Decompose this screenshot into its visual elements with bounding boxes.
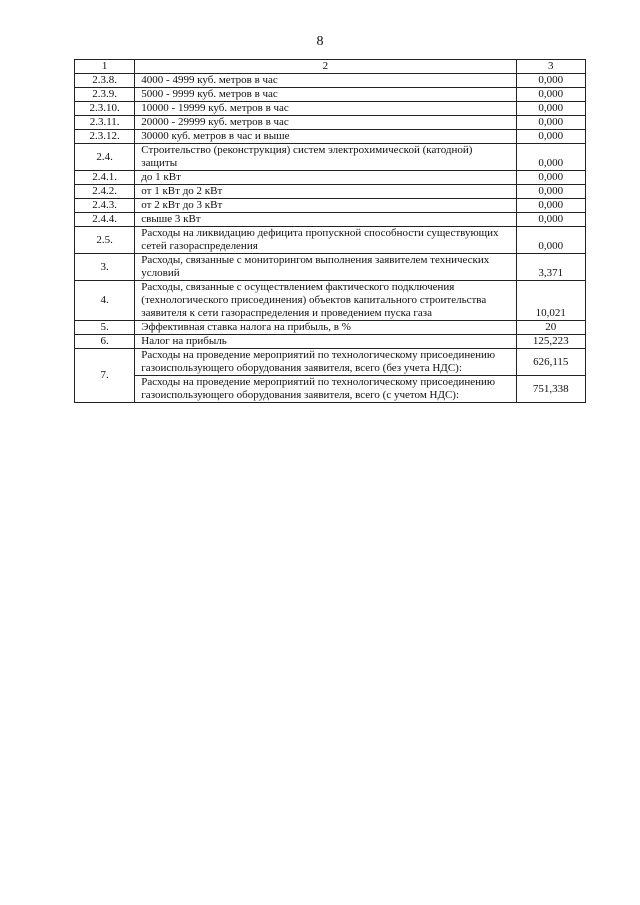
cell-desc: Расходы на проведение мероприятий по технологическому присоединению газоиспользующего оборудования заявителя, всего (без учета НДС):: [135, 349, 516, 376]
cost-table: [74, 59, 586, 403]
cell-num: 2.4.4.: [75, 213, 135, 227]
cell-desc: Эффективная ставка налога на прибыль, в %: [135, 321, 516, 335]
cell-desc: 20000 - 29999 куб. метров в час: [135, 116, 516, 130]
cell-num: 2.3.12.: [75, 130, 135, 144]
table-row: [75, 281, 586, 321]
table-row: [75, 116, 586, 130]
cell-desc: Налог на прибыль: [135, 335, 516, 349]
table-row: [75, 199, 586, 213]
table-row: [75, 74, 586, 88]
cell-val: 751,338: [516, 376, 586, 403]
cell-val: 0,000: [516, 116, 586, 130]
cell-desc: до 1 кВт: [135, 171, 516, 185]
cell-val: 0,000: [516, 185, 586, 199]
cell-val: 0,000: [516, 102, 586, 116]
cell-val: 0,000: [516, 213, 586, 227]
table-row: [75, 102, 586, 116]
cell-val: 0,000: [516, 74, 586, 88]
cell-val: 0,000: [516, 88, 586, 102]
cell-val: 0,000: [516, 199, 586, 213]
header-col-1: 1: [75, 60, 135, 74]
cell-num: 2.3.9.: [75, 88, 135, 102]
cell-desc: Строительство (реконструкция) систем электрохимической (катодной) защиты: [135, 144, 516, 171]
table-row: [75, 376, 586, 403]
table-row: [75, 321, 586, 335]
cell-num: 4.: [75, 281, 135, 321]
cell-desc: свыше 3 кВт: [135, 213, 516, 227]
cell-val: 0,000: [516, 171, 586, 185]
cell-num: 5.: [75, 321, 135, 335]
cell-desc: 4000 - 4999 куб. метров в час: [135, 74, 516, 88]
cell-num: 3.: [75, 254, 135, 281]
cell-val: 0,000: [516, 130, 586, 144]
cell-desc: 5000 - 9999 куб. метров в час: [135, 88, 516, 102]
cell-desc: 10000 - 19999 куб. метров в час: [135, 102, 516, 116]
cell-desc: Расходы на ликвидацию дефицита пропускной способности существующих сетей газораспределения: [135, 227, 516, 254]
cell-val: 125,223: [516, 335, 586, 349]
table-row: [75, 171, 586, 185]
cell-val: 626,115: [516, 349, 586, 376]
cell-num: 2.5.: [75, 227, 135, 254]
table-row: [75, 185, 586, 199]
cell-val: 0,000: [516, 144, 586, 171]
cell-desc: Расходы, связанные с осуществлением фактического подключения (технологического присоединения) объектов капитального строительства заявителя к сети газораспределения и проведением пуска газа: [135, 281, 516, 321]
table-row: [75, 144, 586, 171]
table-row: [75, 254, 586, 281]
cell-desc: Расходы на проведение мероприятий по технологическому присоединению газоиспользующего оборудования заявителя, всего (с учетом НДС):: [135, 376, 516, 403]
cell-desc: от 2 кВт до 3 кВт: [135, 199, 516, 213]
cell-val: 10,021: [516, 281, 586, 321]
cell-num: 2.3.11.: [75, 116, 135, 130]
table-row: [75, 335, 586, 349]
table-row: [75, 130, 586, 144]
cell-num: 2.3.10.: [75, 102, 135, 116]
page-number: 8: [316, 34, 324, 49]
cell-val: 20: [516, 321, 586, 335]
header-col-2: 2: [135, 60, 516, 74]
cell-desc: Расходы, связанные с мониторингом выполнения заявителем технических условий: [135, 254, 516, 281]
cell-num: 2.3.8.: [75, 74, 135, 88]
cell-num: 2.4.3.: [75, 199, 135, 213]
table-row: [75, 227, 586, 254]
cell-val: 0,000: [516, 227, 586, 254]
cell-val: 3,371: [516, 254, 586, 281]
cell-desc: 30000 куб. метров в час и выше: [135, 130, 516, 144]
cell-num: 7.: [75, 349, 135, 403]
cell-num: 2.4.1.: [75, 171, 135, 185]
cell-num: 6.: [75, 335, 135, 349]
cell-num: 2.4.2.: [75, 185, 135, 199]
table-row: [75, 213, 586, 227]
cell-num: 2.4.: [75, 144, 135, 171]
table-row: [75, 349, 586, 376]
header-col-3: 3: [516, 60, 586, 74]
table-header-row: [75, 60, 586, 74]
cell-desc: от 1 кВт до 2 кВт: [135, 185, 516, 199]
table-row: [75, 88, 586, 102]
